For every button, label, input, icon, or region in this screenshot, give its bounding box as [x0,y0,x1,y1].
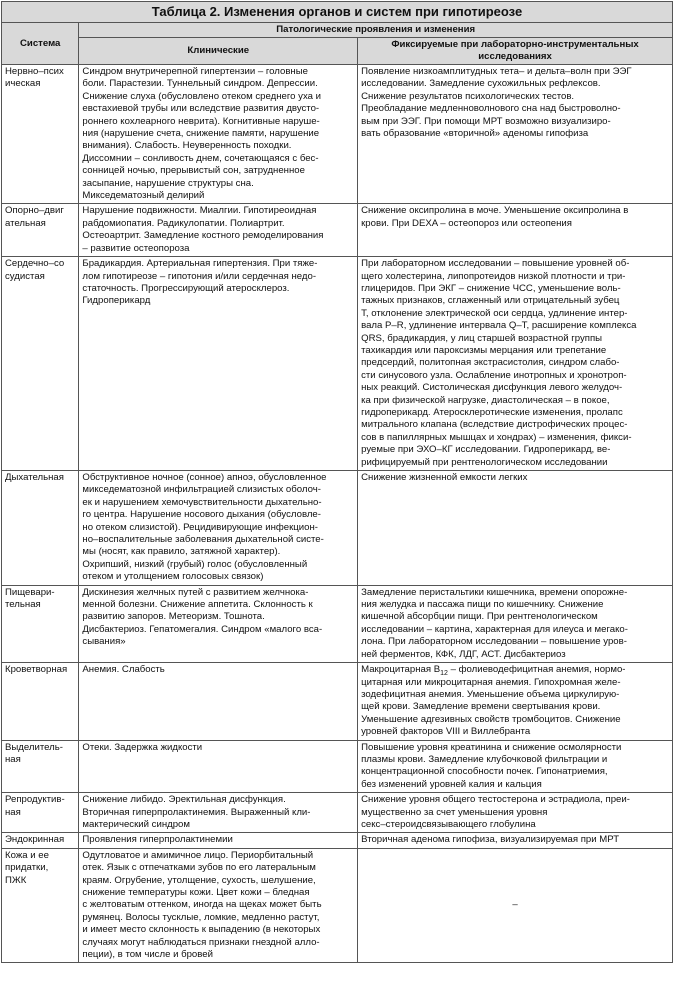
table-row [2,848,673,963]
table-row [2,833,673,848]
row-system: Сердечно–со судистая [2,257,79,471]
row-system: Кожа и ее придатки, ПЖК [2,848,79,963]
row-lab: Вторичная аденома гипофиза, визуализируемая при МРТ [358,833,673,848]
table-row [2,793,673,833]
table-row [2,740,673,793]
row-clinical: Проявления гиперпролактинемии [79,833,358,848]
row-lab: Снижение оксипролина в моче. Уменьшение оксипролина в крови. При DEXA – остеопороз или остеопения [358,204,673,257]
row-system: Дыхательная [2,471,79,586]
row-lab: Снижение жизненной емкости легких [358,471,673,586]
row-clinical: Обструктивное ночное (сонное) апноэ, обусловленное микседематозной инфильтрацией слизистых оболоч- ек и нарушением хемочувствительности дыхательно- го центра. Нарушение носового дыхания (обусловле- но отеком слизистой). Рецидивирующие инфекцион- но–воспалительные заболевания дыхательной систе- мы (носят, как правило, затяжной характер). Охрипший, низкий (грубый) голос (обусловленный отеком и утолщением голосовых связок) [79,471,358,586]
lab-prefix: Макроцитарная B [361,664,441,676]
table-row [2,204,673,257]
row-lab: Повышение уровня креатинина и снижение осмолярности плазмы крови. Замедление клубочковой фильтрации и концентрационной способности почек. Гипонатриемия, без изменений уровней калия и кальция [358,740,673,793]
row-lab: Снижение уровня общего тестостерона и эстрадиола, преи- мущественно за счет уменьшения уровня секс–стероидсвязывающего глобулина [358,793,673,833]
row-clinical: Отеки. Задержка жидкости [79,740,358,793]
row-system: Выделитель- ная [2,740,79,793]
header-system: Система [2,23,79,65]
header-lab: Фиксируемые при лабораторно-инструментальных исследованиях [358,38,673,65]
row-system: Кроветворная [2,663,79,740]
row-clinical: Анемия. Слабость [79,663,358,740]
row-system: Эндокринная [2,833,79,848]
row-system: Опорно–двиг ательная [2,204,79,257]
row-clinical: Синдром внутричерепной гипертензии – головные боли. Парастезии. Туннельный синдром. Депрессии. Снижение слуха (обусловлено отеком среднего уха и евстахиевой трубы или вследствие развития двусто- роннего кохлеарного неврита). Когнитивные наруше- ния (нарушение счета, снижение памяти, нарушение внимания). Слабость. Неуверенность походки. Диссомнии – сонливость днем, сочетающаяся с бес- сонницей ночью, прерывистый сон, затрудненное засыпание, нарушение структуры сна. Микседематозный делирий [79,65,358,204]
row-lab: – [358,848,673,963]
row-lab: Замедление перистальтики кишечника, времени опорожне- ния желудка и пассажа пищи по кишечнику. Снижение кишечной абсорбции пищи. При рентгенологическом исследовании – картина, характерная для илеуса и мегако- лона. При лабораторном исследовании – повышение уров- ней ферментов, КФК, ЛДГ, АСТ. Дисбактериоз [358,585,673,662]
hypothyroidism-table [1,22,673,963]
lab-subscript: 12 [440,670,448,677]
header-group: Патологические проявления и изменения [79,23,673,38]
table-row [2,257,673,471]
row-system: Репродуктив- ная [2,793,79,833]
row-clinical: Одутловатое и амимичное лицо. Периорбитальный отек. Язык с отпечатками зубов по его латеральным краям. Огрубение, утолщение, сухость, шелушение, снижение температуры кожи. Цвет кожи – бледная с желтоватым оттенком, иногда на щеках может быть румянец. Волосы тусклые, ломкие, медленно растут, и имеет место склонность к выпадению (в некоторых случаях могут наблюдаться признаки гнездной алло- пеции), в том числе и бровей [79,848,358,963]
header-clinical: Клинические [79,38,358,65]
table-row [2,585,673,662]
row-clinical: Снижение либидо. Эректильная дисфункция. Вторичная гиперпролактинемия. Выраженный кли- мактерический синдром [79,793,358,833]
row-clinical: Брадикардия. Артериальная гипертензия. При тяже- лом гипотиреозе – гипотония и/или сердечная недо- статочность. Прогрессирующий атеросклероз. Гидроперикард [79,257,358,471]
row-lab [358,663,673,740]
row-lab: Появление низкоамплитудных тета– и дельта–волн при ЭЭГ исследовании. Замедление сухожильных рефлексов. Снижение результатов психологических тестов. Преобладание медленноволнового сна над быстроволно- вым при ЭЭГ. При помощи МРТ возможно визуализиро- вать образование «вторичной» аденомы гипофиза [358,65,673,204]
table-row [2,471,673,586]
row-clinical: Дискинезия желчных путей с развитием желчнока- менной болезни. Снижение аппетита. Склонность к развитию запоров. Метеоризм. Тошнота. Дисбактериоз. Гепатомегалия. Синдром «малого вса- сывания» [79,585,358,662]
table-row [2,663,673,740]
row-lab: При лабораторном исследовании – повышение уровней об- щего холестерина, липопротеидов низкой плотности и три- глицеридов. При ЭКГ – снижение ЧСС, уменьшение воль- тажных признаков, сглаженный или отрицательный зубец Т, отклонение электрической оси сердца, удлинение интер- вала P–R, удлинение интервала Q–T, расширение комплекса QRS, брадикардия, у лиц старшей возрастной группы тахикардия или пароксизмы мерцания или трепетание предсердий, политопная экстрасистолия, синдром слабо- сти синусового узла. Ослабление инотропных и хронотроп- ных реакций. Систолическая дисфункция левого желудоч- ка при физической нагрузке, диастолическая – в покое, гидроперикард. Атеросклеротические изменения, пролапс митрального клапана (вследствие дистрофических процес- сов в папиллярных мышцах и хондрах) – изменения, фикси- руемые при ЭХО–КГ исследовании. Гидроперикард, ве- рифицируемый при рентгенологическом исследовании [358,257,673,471]
row-clinical: Нарушение подвижности. Миалгии. Гипотиреоидная рабдомиопатия. Радикулопатии. Полиартрит. Остеоартрит. Замедление костного ремоделирования – развитие остеопороза [79,204,358,257]
table-row [2,65,673,204]
row-system: Пищевари- тельная [2,585,79,662]
row-system: Нервно–псих ическая [2,65,79,204]
lab-rest: – фолиеводефицитная анемия, нормо- цитарная или микроцитарная анемия. Гипохромная желе- зодефицитная анемия. Уменьшение объема циркулирую- щей крови. Замедление времени свертывания крови. Уменьшение адгезивных свойств тромбоцитов. Снижение уровней факторов VIII и Виллебранта [361,664,626,738]
table-title: Таблица 2. Изменения органов и систем при гипотиреозе [1,1,673,22]
document-page [1,1,673,963]
